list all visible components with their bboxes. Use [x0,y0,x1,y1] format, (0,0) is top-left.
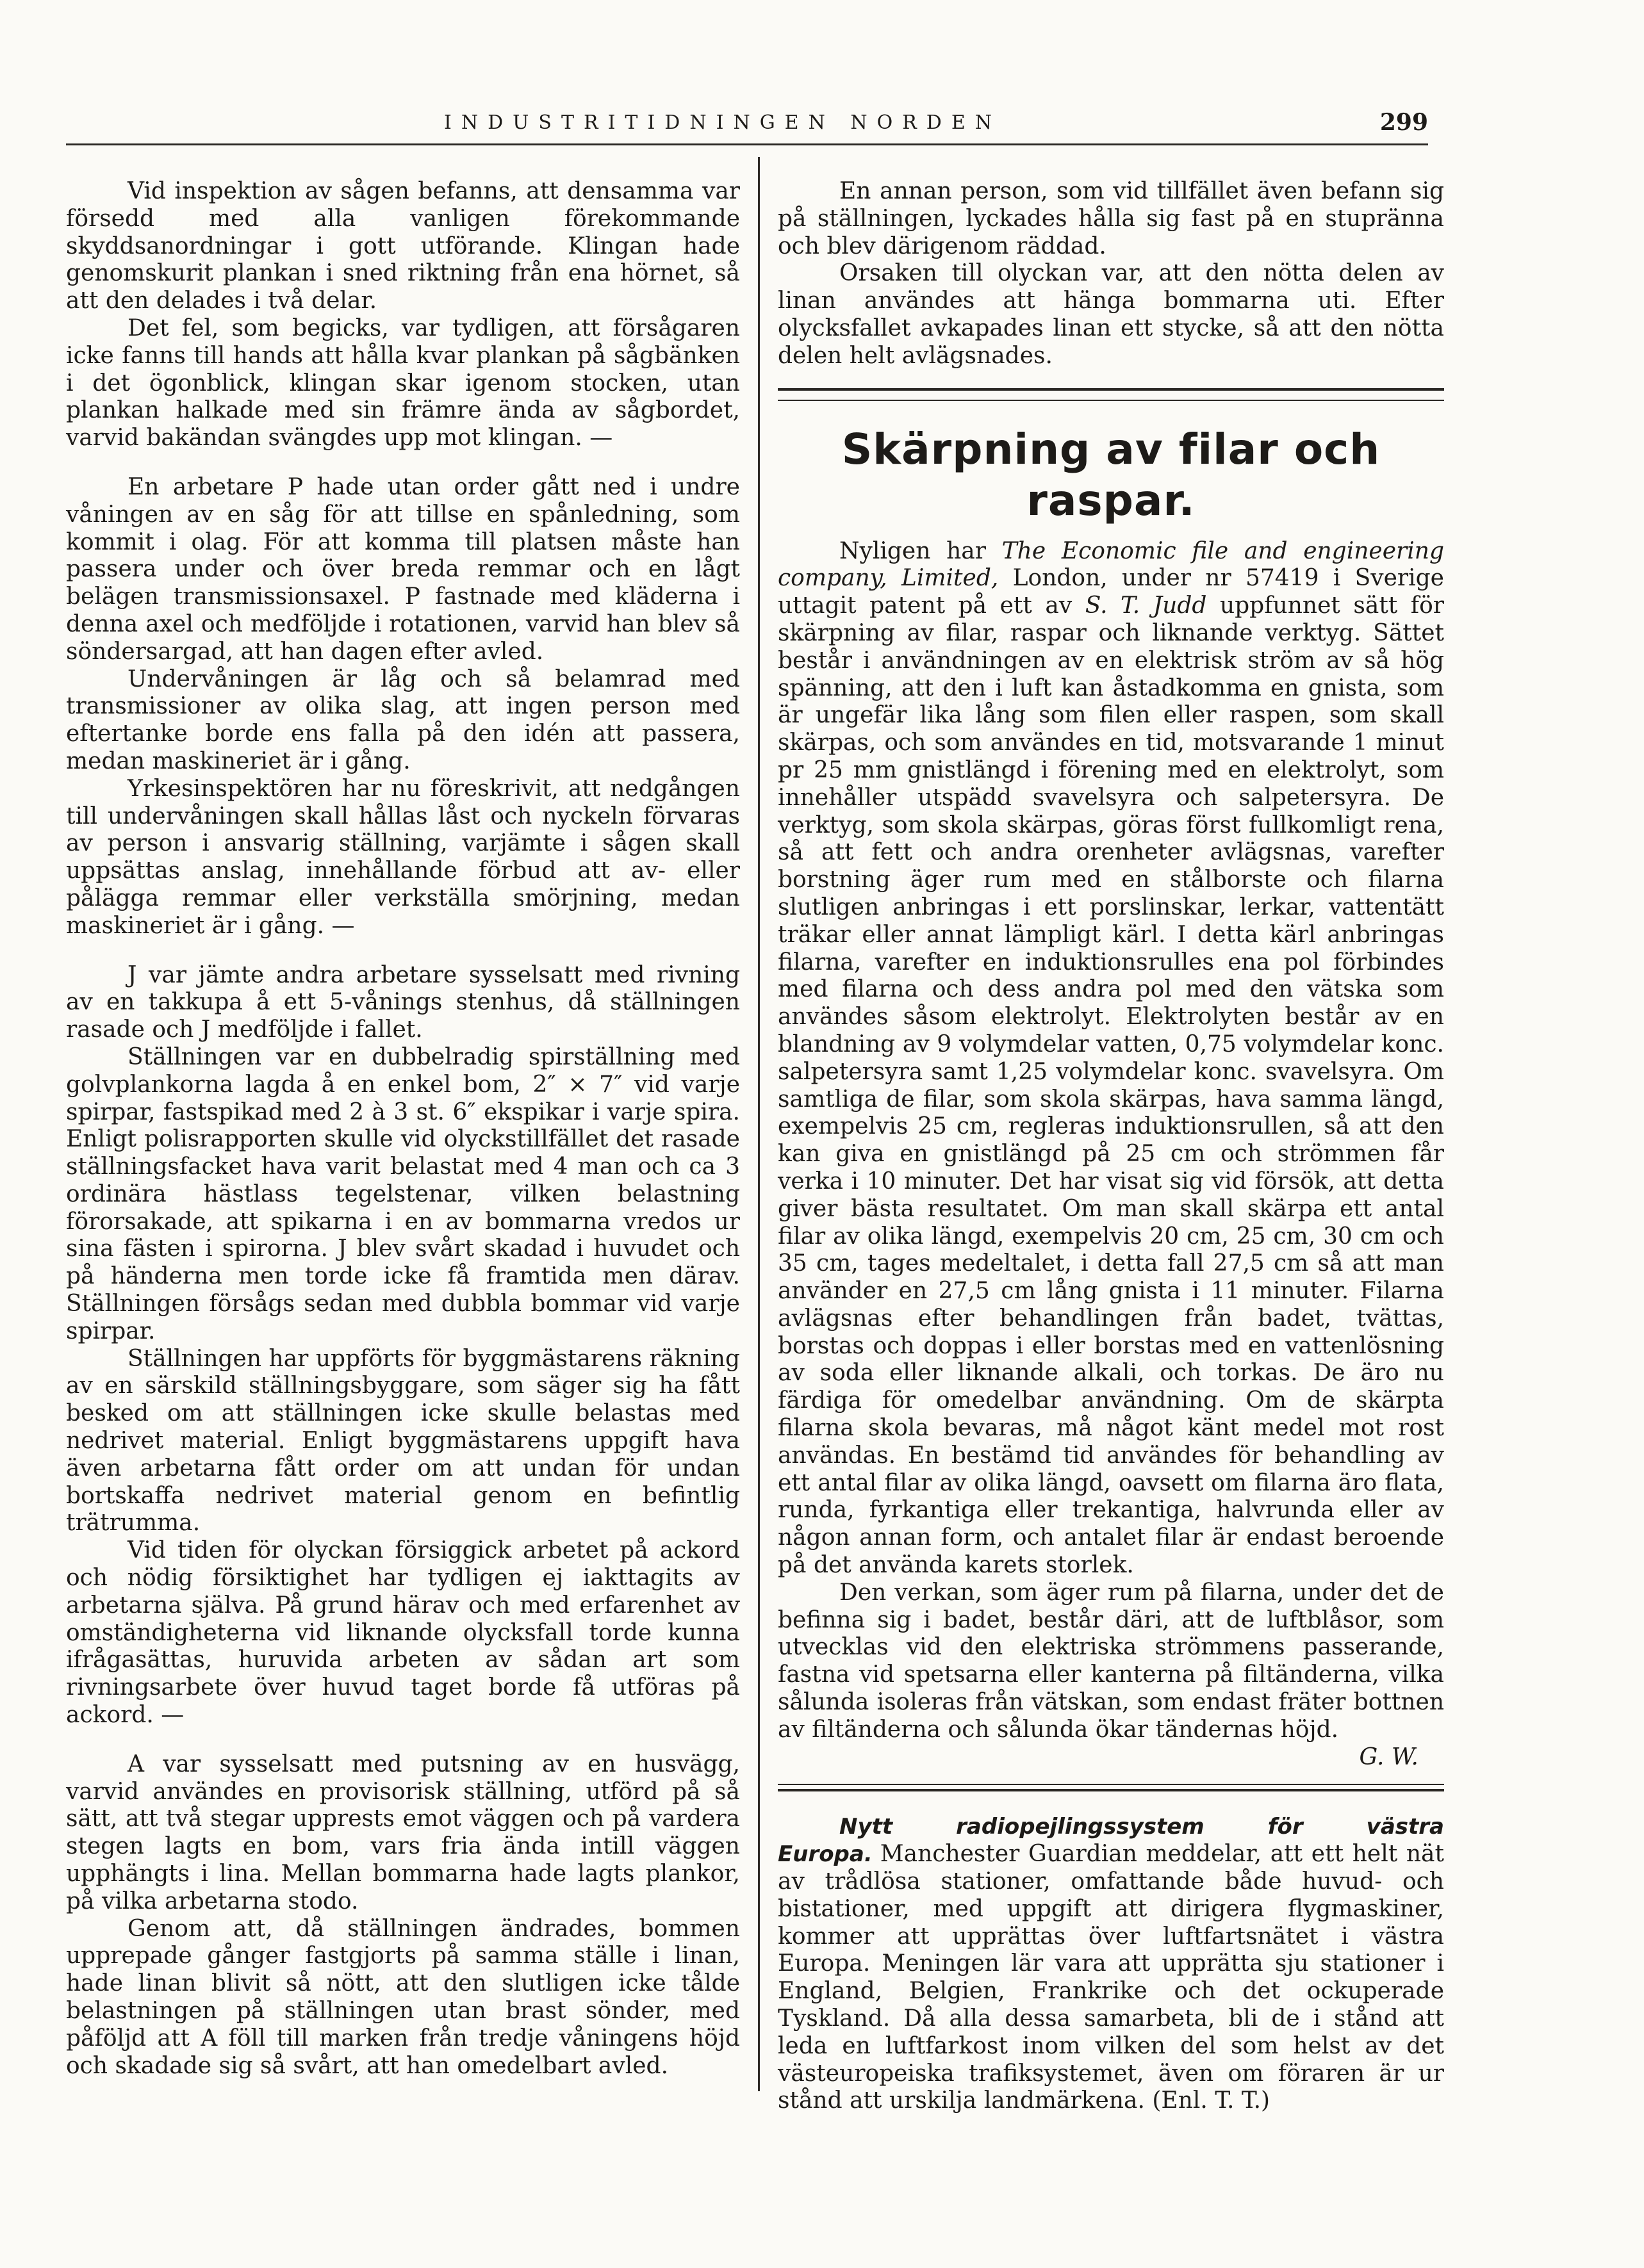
right-column [778,178,1444,2115]
news-text: Manchester Guardian meddelar, att ett helt nät av trådlösa stationer, omfattande både huvud- och bistationer, med uppgift att dirigera flygmaskiner, kommer att upprättas över luftfartsnätet i västra Europa. Meningen lär vara att upprätta sju stationer i England, Belgien, Frankrike och det ockuperade Tyskland. Då alla dessa samarbeta, bli de i stånd att leda en luftfarkost inom vilken del som helst av det västeuropeiska trafiksystemet, även om föraren är ur stånd att urskilja landmärkena. (Enl. T. T.) [778,1841,1444,2114]
paragraph: Ställningen har uppförts för byggmästarens räkning av en särskild ställningsbyggare, som säger sig ha fått besked om att ställningen icke skulle belastas med nedrivet material. Enligt byggmästarens uppgift hava även arbetarna fått order om att undan för undan bortskaffa nedrivet material genom en befintlig trätrumma. [66,1345,740,1537]
paragraph: En arbetare P hade utan order gått ned i undre våningen av en såg för att tillse en spånledning, som kommit i olag. För att komma till platsen måste han passera under och över breda remmar och en lågt belägen transmissionsaxel. P fastnade med kläderna i denna axel och medföljde i rotationen, varvid han blev så söndersargad, att han dagen efter avled. [66,473,740,665]
paragraph: A var sysselsatt med putsning av en husvägg, varvid användes en provisorisk ställning, utförd på så sätt, att två stegar upprests emot väggen och på vardera stegen lagts en bom, vars fria ända intill väggen upphängts i lina. Mellan bommarna hade lagts plankor, på vilka arbetarna stodo. [66,1750,740,1914]
paragraph: Yrkesinspektören har nu föreskrivit, att nedgången till undervåningen skall hållas låst och nyckeln förvaras av person i ansvarig ställning, varjämte i sågen skall uppsättas anslag, innehållande förbud att av- eller pålägga remmar eller verkställa smörjning, medan maskineriet är i gång. — [66,775,740,939]
paragraph: Ställningen var en dubbelradig spirställning med golvplankorna lagda å en enkel bom, 2″ × 7″ vid varje spirpar, fastspikad med 2 à 3 st. 6″ ekspikar i varje spira. Enligt polisrapporten skulle vid olyckstillfället det rasade ställningsfacket hava varit belastat med 4 man och ca 3 ordinära hästlass tegelstenar, vilken belastning förorsakade, att spikarna i en av bommarna vredos ur sina fästen i spirorna. J blev svårt skadad i huvudet och på händerna men torde icke få framtida men därav. Ställningen försågs sedan med dubbla bommar vid varje spirpar. [66,1043,740,1344]
paragraph: Vid tiden för olyckan försiggick arbetet på ackord och nödig försiktighet har tydligen ej iakttagits av arbetarna själva. På grund härav och med erfarenhet av omständigheterna vid liknande olycksfall torde kunna ifrågasättas, huruvida arbeten av sådan art som rivningsarbete över huvud taget borde få utföras på ackord. — [66,1537,740,1729]
company-name: The Economic file and engineering company, Limited, [778,537,1444,592]
paragraph: Det fel, som begicks, var tydligen, att försågaren icke fanns till hands att hålla kvar plankan på sågbänken i det ögonblick, klingan skar igenom stocken, utan plankan halkade med sin främre ända av sågbordet, varvid bakändan svängdes upp mot klingan. — [66,314,740,452]
paragraph: J var jämte andra arbetare sysselsatt med rivning av en takkupa å ett 5-vånings stenhus, då ställningen rasade och J medföljde i fallet. [66,961,740,1043]
article-paragraph [778,538,1444,1579]
article-title: Skärpning av filar och raspar. [841,424,1381,525]
news-item [778,1813,1444,2115]
article-text: Nyligen har [839,537,1002,564]
page-number: 299 [1379,109,1428,136]
running-title: INDUSTRITIDNINGEN NORDEN [444,111,1001,134]
left-column [66,178,740,2080]
paragraph: Vid inspektion av sågen befanns, att densamma var försedd med alla vanligen förekommande skyddsanordningar i gott utförande. Klingan hade genomskurit plankan i sned riktning från ena hörnet, så att den delades i två delar. [66,178,740,314]
paragraph: En annan person, som vid tillfället även befann sig på ställningen, lyckades hålla sig fast på en stupränna och blev därigenom räddad. [778,178,1444,259]
article-text: London, under nr 57419 i Sverige uttagit patent på ett av [778,565,1444,619]
page-header [66,108,1428,145]
author-signature: G. W. [1359,1743,1418,1770]
paragraph: Genom att, då ställningen ändrades, bommen upprepade gånger fastgjorts på samma ställe i linan, hade linan blivit så nött, att den slutligen icke tålde belastningen på ställningen utan brast sönder, med påföljd att A föll till marken från tredje våningens höjd och skadade sig så svårt, att han omedelbart avled. [66,1915,740,2079]
article-paragraph: Den verkan, som äger rum på filarna, under det de befinna sig i badet, består däri, att de luftblåsor, som utvecklas vid den elektriska strömmens passerande, fastna vid spetsarna eller kanterna på filtänderna, vilka sålunda isoleras från vätskan, som endast fräter bottnen av filtänderna och sålunda ökar tändernas höjd. [778,1579,1444,1743]
section-rule [778,388,1444,401]
column-divider [758,157,760,2091]
news-heading: Nytt radiopejlingssystem för västra Europa. [778,1814,1444,1868]
article-text: uppfunnet sätt för skärpning av filar, raspar och liknande verktyg. Sättet består i användningen av en elektrisk ström av så hög spänning, att den i luft kan åstadkomma en gnista, som är ungefär lika lång som filen eller raspen, som skall skärpas, och som användes en tid, motsvarande 1 minut pr 25 mm gnistlängd i förening med en elektrolyt, som innehåller utspädd svavelsyra och salpetersyra. De verktyg, som skola skärpas, göras först fullkomligt rena, så att fett och andra orenheter avlägsnas, varefter borstning äger rum med en stålborste och filarna slutligen anbringas i ett porslinskar, lerkar, vattentätt träkar eller annat lämpligt kärl. I detta kärl anbringas filarna, varefter en induktionsrulles ena pol förbindes med filarna och dess andra pol med den vätska som användes såsom elektrolyt. Elektrolyten består av en blandning av 9 volymdelar vatten, 0,75 volymdelar konc. salpetersyra samt 1,25 volymdelar konc. svavelsyra. Om samtliga de filar, som skola skärpas, hava samma längd, exempelvis 25 cm, regleras induktionsrullen, så att den kan giva en gnistlängd på 25 cm och strömmen får verka i 10 minuter. Det har visat sig vid försök, att detta giver bästa resultatet. Om man skall skärpa ett antal filar av olika längd, exempelvis 20 cm, 25 cm, 30 cm och 35 cm, tages medeltalet, i detta fall 27,5 cm så att man använder en 27,5 cm lång gnista i 11 minuter. Filarna avlägsnas efter behandlingen från badet, tvättas, borstas och doppas i eller borstas med en vattenlösning av soda eller liknande alkali, och torkas. De äro nu färdiga för omedelbar användning. Om de skärpta filarna skola bevaras, må något känt medel mot rost användas. En bestämd tid användes för behandling av ett antal filar av olika längd, oavsett om filarna äro flata, runda, fyrkantiga eller trekantiga, halvrunda eller av någon annan form, och antalet filar är endast beroende på det använda karets storlek. [778,592,1444,1579]
paragraph: Orsaken till olyckan var, att den nötta delen av linan användes att hänga bommarna uti. Efter olycksfallet avkapades linan ett stycke, så att den nötta delen helt avlägsnades. [778,260,1444,369]
paragraph: Undervåningen är låg och så belamrad med transmissioner av olika slag, att ingen person med eftertanke borde ens falla på den idén att passera, medan maskineriet är i gång. [66,665,740,774]
section-rule [778,1784,1444,1791]
inventor-name: S. T. Judd [1085,592,1207,619]
